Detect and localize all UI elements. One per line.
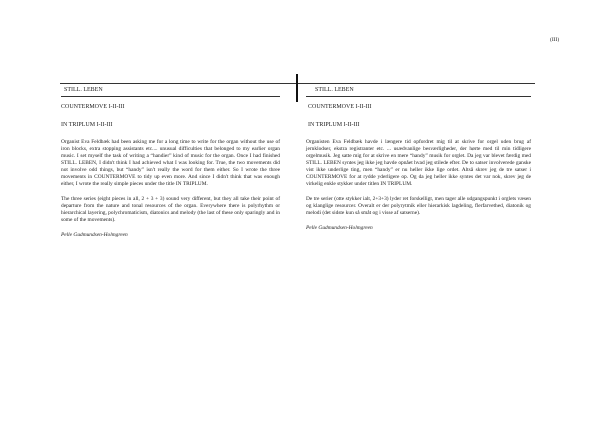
danish-author: Pelle Gudmundsen-Holmgreen bbox=[306, 225, 373, 231]
english-paragraph-1: Organist Eva Feldbæk had been asking me for a long time to write for the organ without the use of iron blocks, extra stopping assistants etc.... unusual difficulties that belonged to my earlier organ music. I set myself the task of writing a “handier” kind of music for the organ. Once I had finished STILL. LEBEN, I didn't think I had achieved what I was looking for. True, the two movements did not involve odd things, but “handy” isn't really the word for them either. So I wrote the three movements in COUNTERMOVE to tidy up even more. And since I didn't think that was enough either, I wrote the really simple pieces under the title IN TRIPLUM. bbox=[61, 139, 280, 187]
english-title: STILL. LEBEN bbox=[61, 85, 280, 97]
danish-column bbox=[306, 85, 531, 232]
english-work-countermove: COUNTERMOVE I-II-III bbox=[61, 104, 125, 110]
column-divider bbox=[296, 74, 298, 102]
english-paragraph-2: The three series (eight pieces in all, 2 + 3 + 3) sound very different, but they all take their point of departure from the nature and tonal resources of the organ. Everywhere there is polyrhythm or hierarchical layering, polychromaticism, diatonics and melody (the last of these only sparingly and in some of the movements). bbox=[61, 196, 280, 223]
english-work-in-triplum: IN TRIPLUM I-II-III bbox=[61, 122, 113, 128]
page-number: (III) bbox=[550, 37, 560, 43]
danish-title: STILL. LEBEN bbox=[306, 85, 531, 97]
danish-paragraph-2: De tre serier (otte stykker ialt, 2+3+3) lyder ret forskelligt, men tager alle udgangspunkt i orglets væsen og klanglige resourcer. Overalt er der polyrytmik eller hierarkisk lagdeling, flerfarvethed, diatonik og melodi (det sidste kun så småt og i visse af satserne). bbox=[306, 196, 531, 216]
danish-work-in-triplum: IN TRIPLUM I-II-III bbox=[308, 122, 360, 128]
english-author: Pelle Gudmundsen-Holmgreen bbox=[61, 232, 128, 238]
danish-paragraph-1: Organisten Eva Feldbæk havde i længere tid opfordret mig til at skrive for orgel uden brug af jernklodser, ekstra registranter etc. ... usædvanlige besværligheder, der hørte med til min tidligere orgelmusik. Jeg satte mig for at skrive en mere “handy” musik for orglet. Da jeg var blevet færdig med STILL. LEBEN syntes jeg ikke jeg havde opnået hvad jeg stilede efter. De to satser involverede ganske vist ikke underlige ting, men “handy” er nu heller ikke lige ordet. Altså skrev jeg de tre satser i COUNTERMOVE for at rydde yderligere op. Og da jeg heller ikke syntes det var nok, skrev jeg de virkelig enkle stykker under titlen IN TRIPLUM. bbox=[306, 139, 531, 187]
danish-work-countermove: COUNTERMOVE I-II-III bbox=[308, 104, 372, 110]
english-column bbox=[61, 85, 280, 239]
